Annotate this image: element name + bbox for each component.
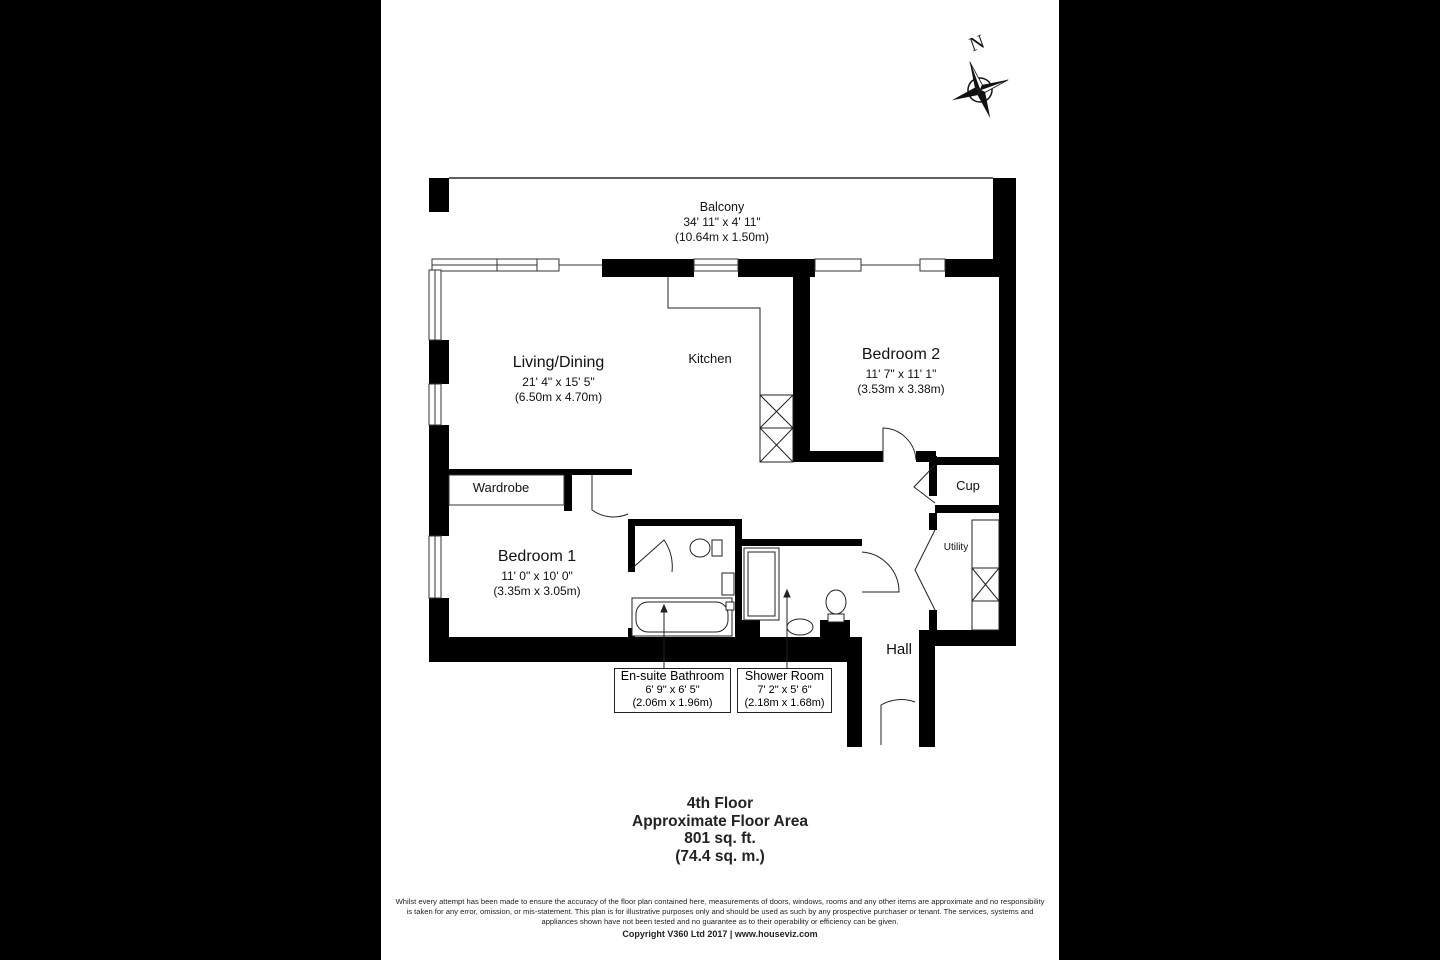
bedroom1-imperial: 11' 0" x 10' 0": [501, 569, 573, 583]
floor-area-sqft: 801 sq. ft.: [684, 830, 756, 847]
shower-room-name: Shower Room: [744, 669, 825, 683]
floor-area-summary: [381, 795, 1059, 865]
balcony-name: Balcony: [699, 200, 745, 214]
living-dining-name: Living/Dining: [512, 354, 605, 371]
disclaimer-text: Whilst every attempt has been made to ensure the accuracy of the floor plan contained here, measurements of doors, windows, rooms and any other items are approximate and no responsibility is taken for any error, omission, or mis-statement. This plan is for illustrative purposes only and should be used as such by any prospective purchaser or tenant. The services, systems and appliances shown have not been tested and no guarantee as to their operability or efficiency can be given.: [395, 897, 1045, 926]
balcony-imperial: 34' 11" x 4' 11": [683, 215, 761, 229]
shower-room-imperial: 7' 2" x 5' 6": [757, 684, 812, 696]
ensuite-label-box: [614, 668, 731, 713]
living-dining-metric: (6.50m x 4.70m): [514, 390, 603, 404]
bedroom2-label: [841, 346, 961, 397]
shower-room-metric: (2.18m x 1.68m): [744, 697, 825, 709]
floor-area-sqm: (74.4 sq. m.): [675, 847, 765, 865]
ensuite-imperial: 6' 9" x 6' 5": [645, 684, 700, 696]
utility-label: Utility: [943, 542, 969, 553]
living-dining-imperial: 21' 4" x 15' 5": [522, 375, 595, 389]
living-dining-label: [491, 354, 626, 405]
bedroom2-metric: (3.53m x 3.38m): [857, 382, 945, 396]
hall-label: Hall: [886, 641, 912, 658]
ensuite-metric: (2.06m x 1.96m): [632, 697, 713, 709]
north-label: N: [966, 30, 988, 57]
compass-rose-icon: [942, 31, 1019, 129]
balcony-label: [672, 200, 772, 245]
bedroom2-name: Bedroom 2: [861, 346, 941, 363]
wardrobe-label: Wardrobe: [472, 480, 530, 495]
floor-level: 4th Floor: [686, 795, 754, 812]
bedroom1-label: [476, 548, 598, 599]
bedroom2-imperial: 11' 7" x 11' 1": [865, 367, 937, 381]
balcony-metric: (10.64m x 1.50m): [674, 230, 770, 244]
kitchen-label: Kitchen: [688, 351, 732, 366]
bedroom1-metric: (3.35m x 3.05m): [493, 584, 581, 598]
floor-area-caption: Approximate Floor Area: [632, 812, 808, 830]
shower-room-label-box: [737, 668, 832, 713]
copyright-text: Copyright V360 Ltd 2017 | www.houseviz.com: [622, 929, 818, 939]
bedroom1-name: Bedroom 1: [497, 548, 577, 565]
cup-label: Cup: [956, 478, 980, 493]
ensuite-name: En-suite Bathroom: [620, 669, 725, 683]
